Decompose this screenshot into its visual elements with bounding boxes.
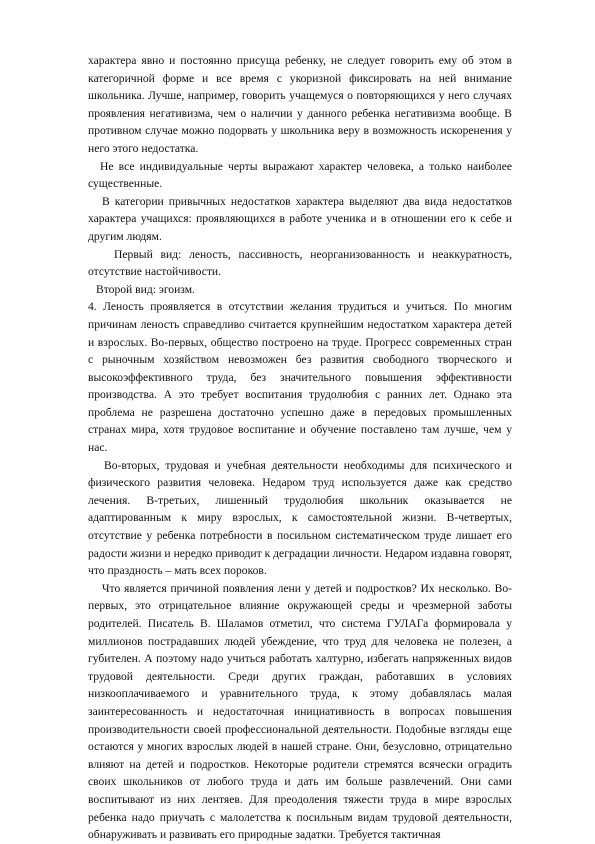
paragraph-essential-traits: Не все индивидуальные черты выражают характер человека, а только наиболее существенные.: [88, 159, 512, 191]
paragraph-second-type: Второй вид: эгоизм.: [96, 282, 195, 296]
paragraph-second-reasons: Во-вторых, трудовая и учебная деятельности необходимы для психического и физического развития человека. Недаром труд используется даже как средство лечения. В-третьих, лишенный трудолюбия школьник оказывается не адаптированным к миру взрослых, к самостоятельной жизни. В-четвертых, отсутствие у ребенка потребности в посильном систематическом труде лишает его радости жизни и нередко приводит к деградации личности. Недаром издавна говорят, что праздность – мать всех пороков.: [88, 458, 512, 578]
paragraph-laziness: 4. Леность проявляется в отсутствии желания трудиться и учиться. По многим причинам леность справедливо считается крупнейшим недостатком характера детей и взрослых. Во-первых, общество построено на труде. Прогресс современных стран с рыночным хозяйством невозможен без развития свободного творческого и высокоэффективного труда, без значительного повышения эффективности производства. А это требует воспитания трудолюбия с ранних лет. Однако эта проблема не разрешена достаточно успешно даже в передовых промышленных странах мира, хотя трудовое воспитание и обучение поставлено там лучше, чем у нас.: [88, 300, 512, 455]
paragraph-causes-of-laziness: Что является причиной появления лени у детей и подростков? Их несколько. Во-первых, это отрицательное влияние окружающей среды и чрезмерной заботы родителей. Писатель В. Шаламов отметил, что система ГУЛАГа формировала у миллионов пострадавших людей убеждение, что труд для человека не полезен, а губителен. А поэтому надо учиться работать халтурно, избегать напряженных видов трудовой деятельности. Среди других граждан, работавших в условиях низкооплачиваемого и уравнительного труда, к этому добавлялась малая заинтересованность и недостаточная инициативность в вопросах повышения производительности своей профессиональной деятельности. Подобные взгляды еще остаются у многих взрослых людей в нашей стране. Они, безусловно, отрицательно влияют на детей и подростков. Некоторые родители стремятся всячески оградить своих школьников от любого труда и дать им больше развлечений. Они сами воспитывают из них лентяев. Для преодоления тяжести труда в мире взрослых ребенка надо приучать с малолетства к посильным видам трудовой деятельности, обнаруживать и развивать его природные задатки. Требуется тактичная: [88, 581, 512, 842]
paragraph-negativism-advice: характера явно и постоянно присуща ребенку, не следует говорить ему об этом в категоричной форме и все время с укоризной фиксировать на ней внимание школьника. Лучше, например, говорить учащемуся о повторяющихся у него случаях проявления негативизма, чем о наличии у данного ребенка негативизма вообще. В противном случае можно подорвать у школьника веру в возможность искоренения у него этого недостатка.: [88, 54, 512, 155]
document-body: [88, 52, 512, 844]
paragraph-habit-categories: В категории привычных недостатков характера выделяют два вида недостатков характера учащихся: проявляющихся в работе ученика и в отношении его к себе и другим людям.: [88, 194, 512, 243]
paragraph-first-type: Первый вид: леность, пассивность, неорганизованность и неаккуратность, отсутствие настойчивости.: [88, 247, 512, 279]
